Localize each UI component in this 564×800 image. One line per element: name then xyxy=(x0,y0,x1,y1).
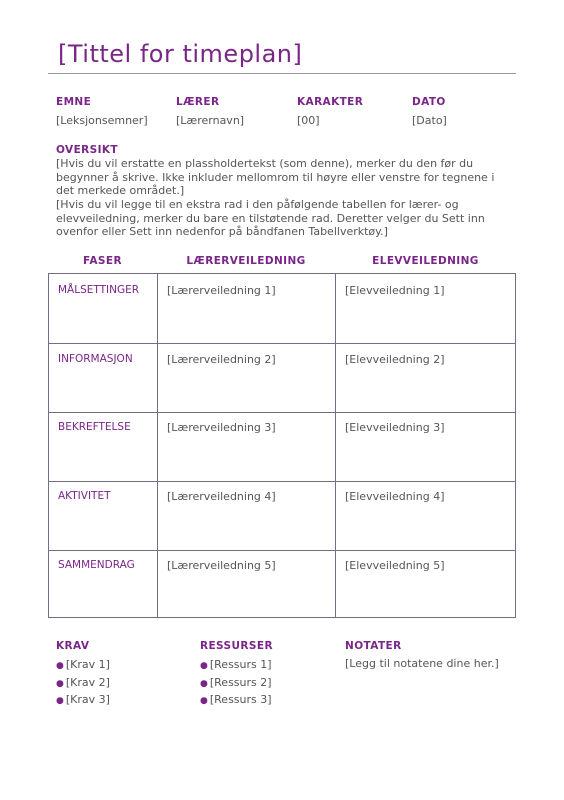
list-item[interactable]: ● [Krav 2] xyxy=(56,675,110,689)
list-item[interactable]: ● [Ressurs 3] xyxy=(200,693,272,706)
phase-cell-confirmation[interactable]: BEKREFTELSE xyxy=(58,421,131,433)
table-column-divider xyxy=(157,274,158,617)
teacher-guide-cell[interactable]: [Lærerveiledning 4] xyxy=(167,490,276,503)
date-value[interactable]: [Dato] xyxy=(412,114,447,127)
teacher-guide-cell[interactable]: [Lærerveiledning 1] xyxy=(167,284,276,297)
resources-list xyxy=(200,657,272,710)
notes-text[interactable]: [Legg til notatene dine her.] xyxy=(345,657,499,670)
bullet-icon: ● xyxy=(56,696,64,706)
document-title[interactable]: [Tittel for timeplan] xyxy=(58,40,303,68)
subject-label: EMNE xyxy=(56,96,92,108)
student-guide-cell[interactable]: [Elevveiledning 4] xyxy=(345,490,445,503)
list-item[interactable]: ● [Krav 1] xyxy=(56,658,110,671)
resources-heading: RESSURSER xyxy=(200,640,273,652)
phase-cell-goals[interactable]: MÅLSETTINGER xyxy=(58,284,140,296)
requirements-heading: KRAV xyxy=(56,640,90,652)
bullet-icon: ● xyxy=(200,678,208,689)
table-row-divider xyxy=(49,481,515,482)
student-guide-cell[interactable]: [Elevveiledning 5] xyxy=(345,559,445,572)
teacher-guide-cell[interactable]: [Lærerveiledning 3] xyxy=(167,421,276,434)
table-row-divider xyxy=(49,550,515,551)
grade-label: KARAKTER xyxy=(297,96,364,108)
table-row-divider xyxy=(49,412,515,413)
teacher-value[interactable]: [Lærernavn] xyxy=(176,114,245,127)
teacher-guide-cell[interactable]: [Lærerveiledning 5] xyxy=(167,559,276,572)
student-guide-cell[interactable]: [Elevveiledning 2] xyxy=(345,353,445,366)
phase-cell-activity[interactable]: AKTIVITET xyxy=(58,490,111,502)
overview-paragraph-1[interactable]: [Hvis du vil erstatte en plassholdertekst (som denne), merker du den før du begynner å skrive. Ikke inkluder mellomrom til høyre eller venstre for tegnene i det merkede området.] xyxy=(56,157,495,197)
date-label: DATO xyxy=(412,96,446,108)
title-divider xyxy=(48,73,516,74)
student-guide-cell[interactable]: [Elevveiledning 3] xyxy=(345,421,445,434)
phase-cell-summary[interactable]: SAMMENDRAG xyxy=(58,559,135,571)
table-header-teacher-guide: LÆRERVEILEDNING xyxy=(186,255,306,267)
list-item[interactable]: ● [Krav 3] xyxy=(56,693,110,706)
list-item[interactable]: ● [Ressurs 1] xyxy=(200,658,272,671)
phase-cell-information[interactable]: INFORMASJON xyxy=(58,353,133,365)
grade-value[interactable]: [00] xyxy=(297,114,320,127)
table-header-student-guide: ELEVVEILEDNING xyxy=(372,255,479,267)
student-guide-cell[interactable]: [Elevveiledning 1] xyxy=(345,284,445,297)
bullet-icon: ● xyxy=(200,696,208,706)
bullet-icon: ● xyxy=(56,661,64,671)
table-header-phases: FASER xyxy=(83,255,122,267)
table-row-divider xyxy=(49,343,515,344)
requirements-list xyxy=(56,657,110,710)
overview-heading: OVERSIKT xyxy=(56,144,118,156)
teacher-guide-cell[interactable]: [Lærerveiledning 2] xyxy=(167,353,276,366)
bullet-icon: ● xyxy=(200,661,208,671)
bullet-icon: ● xyxy=(56,678,64,689)
overview-paragraph-2[interactable]: [Hvis du vil legge til en ekstra rad i den påfølgende tabellen for lærer- og elevveiledning, merker du bare en tilstøtende rad. Deretter velger du Sett inn ovenfor eller Sett inn nedenfor på båndfanen Tabellverktøy.] xyxy=(56,198,485,238)
subject-value[interactable]: [Leksjonsemner] xyxy=(56,114,148,127)
teacher-label: LÆRER xyxy=(176,96,220,108)
list-item[interactable]: ● [Ressurs 2] xyxy=(200,675,272,689)
notes-heading: NOTATER xyxy=(345,640,402,652)
table-column-divider xyxy=(335,274,336,617)
